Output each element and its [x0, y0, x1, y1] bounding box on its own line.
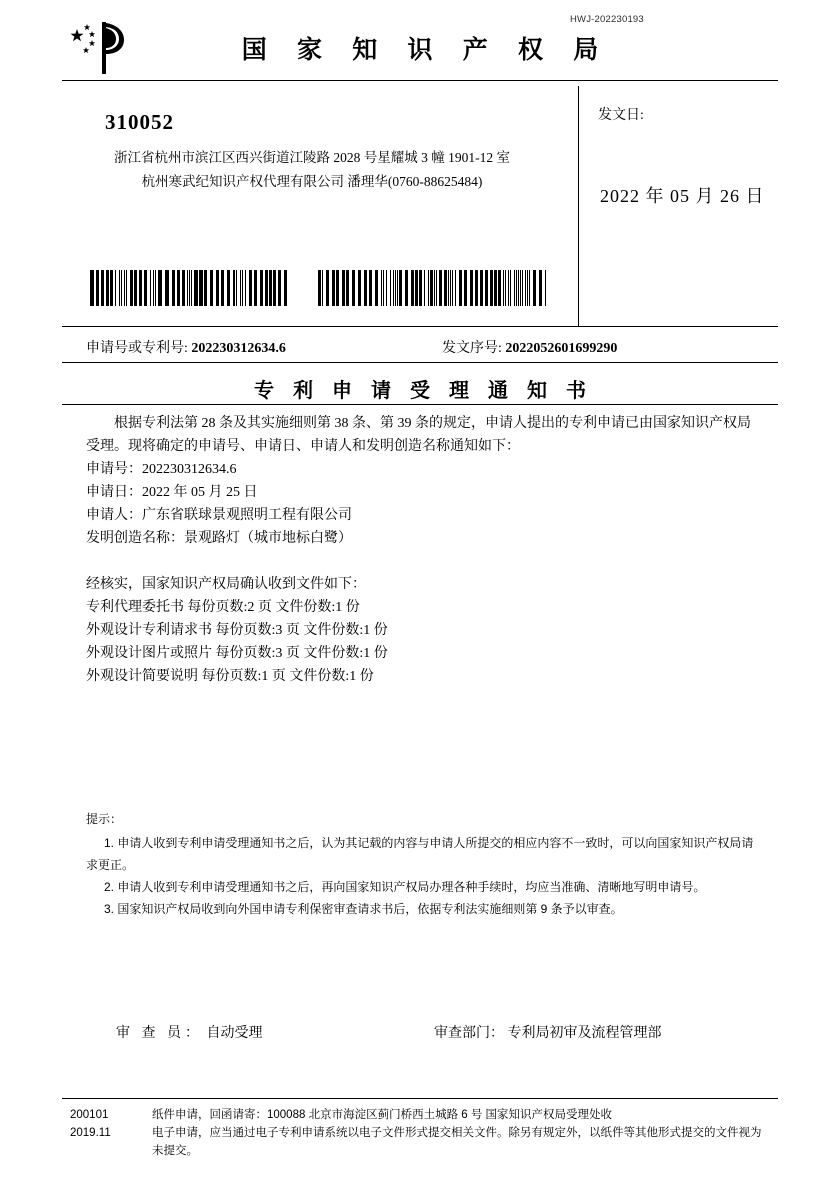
serial-number-field	[442, 337, 617, 357]
body-application-no: 申请号：202230312634.6	[86, 462, 237, 477]
footer-divider	[62, 1098, 778, 1099]
tips-section	[86, 808, 756, 920]
department-field	[434, 1022, 662, 1042]
title-divider	[62, 404, 778, 405]
application-number-field	[86, 337, 286, 357]
postcode: 310052	[105, 110, 174, 134]
tips-item: 3. 国家知识产权局收到向外国申请专利保密审查请求书后，依据专利法实施细则第 9 条予以审查。	[104, 902, 623, 916]
document-body	[86, 412, 756, 688]
body-invention-name: 发明创造名称：景观路灯（城市地标白鹭）	[86, 531, 352, 546]
tips-item: 2. 申请人收到专利申请受理通知书之后，再向国家知识产权局办理各种手续时，均应当准确、清晰地写明申请号。	[104, 880, 706, 894]
footer-codes	[70, 1106, 140, 1142]
organization-title: 国 家 知 识 产 权 局	[241, 37, 611, 64]
examiner-label: 审 查 员：	[116, 1026, 203, 1041]
department-label: 审查部门：	[434, 1026, 504, 1041]
body-application-date: 申请日：2022 年 05 月 25 日	[86, 485, 258, 500]
document-header	[62, 20, 778, 76]
address-vertical-divider	[578, 86, 579, 326]
footer-text	[152, 1106, 772, 1160]
address-block	[62, 86, 778, 326]
body-doc-item: 外观设计专利请求书 每份页数:3 页 文件份数:1 份	[86, 623, 388, 638]
footer-line-1: 纸件申请，回函请寄：100088 北京市海淀区蓟门桥西土城路 6 号 国家知识产权局受理处收	[152, 1109, 613, 1121]
application-number-barcode	[90, 270, 288, 306]
footer-line-2: 电子申请，应当通过电子专利申请系统以电子文件形式提交相关文件。除另有规定外，以纸件等其他形式提交的文件视为未提交。	[152, 1127, 762, 1157]
tips-item: 1. 申请人收到专利申请受理通知书之后，认为其记载的内容与申请人所提交的相应内容不一致时，可以向国家知识产权局请求更正。	[86, 836, 754, 872]
body-doc-item: 外观设计图片或照片 每份页数:3 页 文件份数:1 份	[86, 646, 388, 661]
department-value: 专利局初审及流程管理部	[507, 1026, 662, 1041]
examiner-field	[116, 1022, 263, 1042]
examiner-value: 自动受理	[206, 1026, 263, 1041]
application-number-value: 202230312634.6	[191, 341, 286, 356]
footer-code-1: 200101	[70, 1109, 109, 1121]
body-intro: 根据专利法第 28 条及其实施细则第 38 条、第 39 条的规定，申请人提出的专利申请已由国家知识产权局受理。现将确定的申请号、申请日、申请人和发明创造名称通知如下：	[86, 416, 751, 454]
application-number-label: 申请号或专利号:	[86, 341, 188, 356]
header-divider	[62, 80, 778, 81]
document-code: HWJ-202230193	[570, 14, 644, 25]
page-title: 专 利 申 请 受 理 通 知 书	[254, 380, 593, 402]
body-docs-intro: 经核实，国家知识产权局确认收到文件如下：	[86, 577, 366, 592]
tips-heading: 提示：	[86, 812, 123, 826]
serial-number-label: 发文序号:	[442, 341, 502, 356]
body-doc-item: 外观设计简要说明 每份页数:1 页 文件份数:1 份	[86, 669, 374, 684]
numbers-divider	[62, 362, 778, 363]
body-applicant: 申请人：广东省联球景观照明工程有限公司	[86, 508, 352, 523]
serial-number-barcode	[318, 270, 546, 306]
issue-date-value: 2022 年 05 月 26 日	[600, 186, 765, 206]
address-line-2: 杭州寒武纪知识产权代理有限公司 潘理华(0760-88625484)	[141, 174, 483, 189]
body-doc-item: 专利代理委托书 每份页数:2 页 文件份数:1 份	[86, 600, 360, 615]
footer-code-2: 2019.11	[70, 1127, 111, 1139]
address-divider	[62, 326, 778, 327]
issue-date-label: 发文日:	[598, 108, 644, 123]
serial-number-value: 2022052601699290	[505, 341, 618, 356]
address-line-1: 浙江省杭州市滨江区西兴街道江陵路 2028 号星耀城 3 幢 1901-12 室	[114, 150, 510, 165]
numbers-row	[62, 334, 778, 362]
body-spacer	[86, 550, 756, 573]
